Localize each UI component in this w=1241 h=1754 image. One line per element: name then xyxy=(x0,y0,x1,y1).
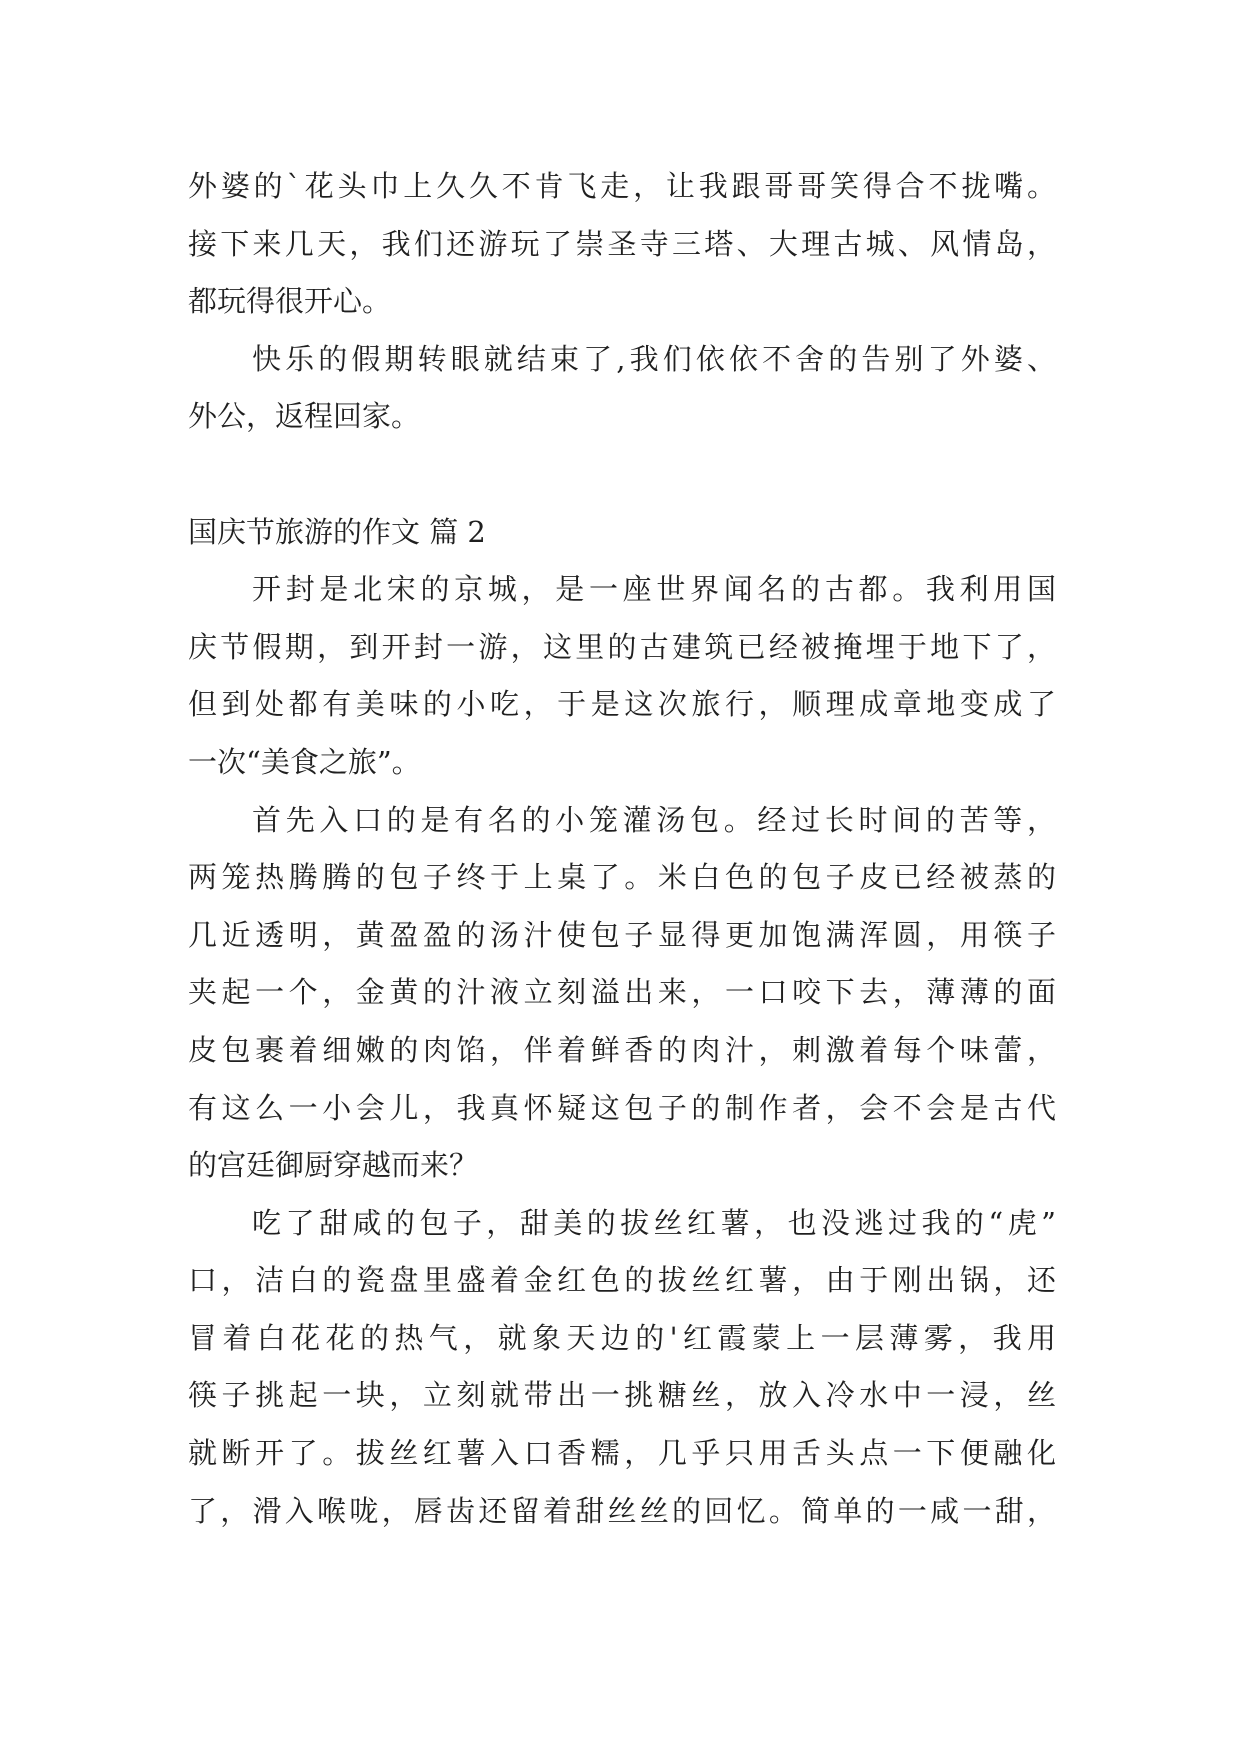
paragraph xyxy=(188,792,1056,1195)
paragraph-line: 冒着白花花的热气，就象天边的'红霞蒙上一层薄雾，我用 xyxy=(188,1320,1056,1355)
paragraph xyxy=(188,331,1056,446)
paragraph xyxy=(188,158,1056,331)
paragraph-line: 都玩得很开心。 xyxy=(188,284,392,319)
paragraph-line: 两笼热腾腾的包子终于上桌了。米白色的包子皮已经被蒸的 xyxy=(188,860,1056,895)
paragraph-line: 的宫廷御厨穿越而来？ xyxy=(188,1148,479,1183)
paragraph-line: 但到处都有美味的小吃，于是这次旅行，顺理成章地变成了 xyxy=(188,687,1056,722)
paragraph-line: 一次“美食之旅”。 xyxy=(188,744,421,779)
paragraph-line: 接下来几天，我们还游玩了崇圣寺三塔、大理古城、风情岛， xyxy=(188,226,1056,261)
paragraph-line: 几近透明，黄盈盈的汤汁使包子显得更加饱满浑圆，用筷子 xyxy=(188,917,1056,952)
paragraph-line: 外婆的`花头巾上久久不肯飞走，让我跟哥哥笑得合不拢嘴。 xyxy=(188,169,1056,203)
paragraph-line: 筷子挑起一块，立刻就带出一挑糖丝，放入冷水中一浸，丝 xyxy=(188,1378,1056,1413)
paragraph-line: 快乐的假期转眼就结束了,我们依依不舍的告别了外婆、 xyxy=(252,341,1056,376)
paragraph-line: 口，洁白的瓷盘里盛着金红色的拔丝红薯，由于刚出锅，还 xyxy=(188,1263,1056,1298)
paragraph-line: 皮包裹着细嫩的肉馅，伴着鲜香的肉汁，刺激着每个味蕾， xyxy=(188,1032,1056,1067)
paragraph-line: 了，滑入喉咙，唇齿还留着甜丝丝的回忆。简单的一咸一甜， xyxy=(188,1493,1056,1528)
paragraph xyxy=(188,561,1056,791)
paragraph-line: 夹起一个，金黄的汁液立刻溢出来，一口咬下去，薄薄的面 xyxy=(188,975,1056,1010)
paragraph-line: 有这么一小会儿，我真怀疑这包子的制作者，会不会是古代 xyxy=(188,1090,1056,1125)
paragraph xyxy=(188,1195,1056,1541)
paragraph-line: 外公，返程回家。 xyxy=(188,399,421,434)
essay-title: 国庆节旅游的作文 篇 2 xyxy=(188,514,486,549)
paragraph-line: 庆节假期，到开封一游，这里的古建筑已经被掩埋于地下了， xyxy=(188,629,1056,664)
paragraph-line: 就断开了。拔丝红薯入口香糯，几乎只用舌头点一下便融化 xyxy=(188,1436,1056,1471)
paragraph-line: 首先入口的是有名的小笼灌汤包。经过长时间的苦等， xyxy=(252,802,1056,837)
paragraph-line: 开封是北宋的京城，是一座世界闻名的古都。我利用国 xyxy=(252,572,1056,607)
document-body xyxy=(188,158,1056,1540)
paragraph-line: 吃了甜咸的包子，甜美的拔丝红薯，也没逃过我的“虎” xyxy=(252,1205,1056,1240)
